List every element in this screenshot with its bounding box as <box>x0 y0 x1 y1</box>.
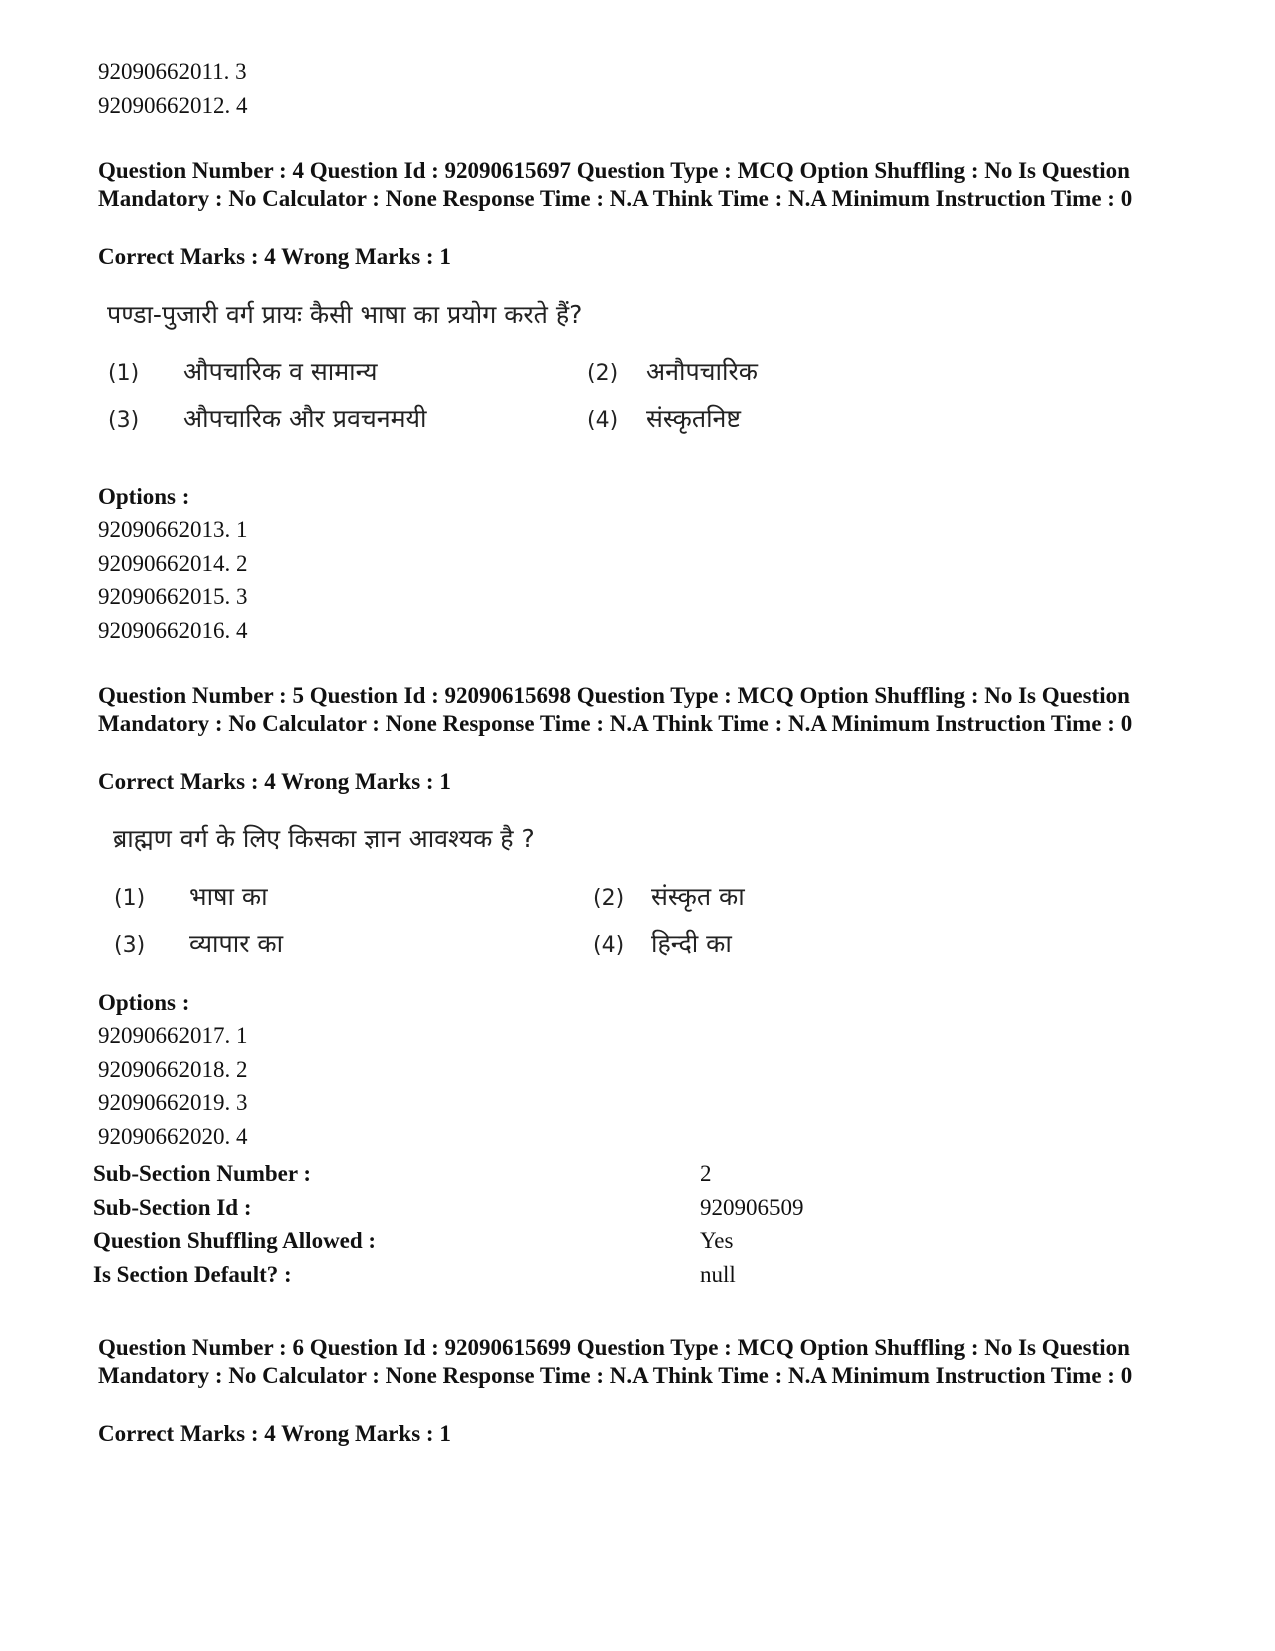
option-line: 92090662019. 3 <box>98 1090 248 1115</box>
option-line: 92090662016. 4 <box>98 618 248 643</box>
choice-text: संस्कृतनिष्ट <box>646 404 742 433</box>
question-meta: Question Number : 6 Question Id : 92090615699 Question Type : MCQ Option Shuffling : No Is Question Mandatory : No Calculator : None Response Time : N.A Think Time : N.A Minimum Instruction Time : 0 <box>98 1335 1133 1388</box>
subsection-value: 920906509 <box>700 1195 804 1220</box>
option-line: 92090662011. 3 <box>98 59 247 84</box>
option-line: 92090662020. 4 <box>98 1124 248 1149</box>
option-line: 92090662018. 2 <box>98 1057 248 1082</box>
question-meta: Question Number : 4 Question Id : 92090615697 Question Type : MCQ Option Shuffling : No Is Question Mandatory : No Calculator : None Response Time : N.A Think Time : N.A Minimum Instruction Time : 0 <box>98 158 1133 211</box>
question-marks: Correct Marks : 4 Wrong Marks : 1 <box>98 769 451 794</box>
options-label: Options : <box>98 484 190 509</box>
choice-number: (3) <box>114 933 146 958</box>
subsection-label: Question Shuffling Allowed : <box>93 1228 377 1253</box>
choice-text: औपचारिक और प्रवचनमयी <box>183 404 427 433</box>
subsection-value: Yes <box>700 1228 734 1253</box>
choice-number: (3) <box>108 408 140 433</box>
option-line: 92090662014. 2 <box>98 551 248 576</box>
choice-text: संस्कृत का <box>651 882 745 911</box>
choice-number: (2) <box>593 886 625 911</box>
choice-number: (1) <box>114 886 146 911</box>
question-meta: Question Number : 5 Question Id : 92090615698 Question Type : MCQ Option Shuffling : No Is Question Mandatory : No Calculator : None Response Time : N.A Think Time : N.A Minimum Instruction Time : 0 <box>98 683 1133 736</box>
option-line: 92090662012. 4 <box>98 93 248 118</box>
choice-number: (4) <box>587 408 619 433</box>
question-marks: Correct Marks : 4 Wrong Marks : 1 <box>98 1421 451 1446</box>
subsection-label: Sub-Section Number : <box>93 1161 312 1186</box>
subsection-value: 2 <box>700 1161 712 1186</box>
options-label: Options : <box>98 990 190 1015</box>
choice-number: (4) <box>593 933 625 958</box>
choice-text: औपचारिक व सामान्य <box>183 357 378 386</box>
choice-number: (1) <box>108 361 140 386</box>
subsection-label: Sub-Section Id : <box>93 1195 252 1220</box>
choice-text: हिन्दी का <box>651 929 732 958</box>
option-line: 92090662013. 1 <box>98 517 248 542</box>
question-stem: पण्डा-पुजारी वर्ग प्रायः कैसी भाषा का प्रयोग करते हैं? <box>107 300 583 329</box>
choice-text: अनौपचारिक <box>646 357 758 386</box>
question-stem: ब्राह्मण वर्ग के लिए किसका ज्ञान आवश्यक है ? <box>113 824 535 853</box>
choice-number: (2) <box>587 361 619 386</box>
choice-text: भाषा का <box>189 882 268 911</box>
option-line: 92090662015. 3 <box>98 584 248 609</box>
choice-text: व्यापार का <box>189 929 284 958</box>
subsection-value: null <box>700 1262 736 1287</box>
subsection-label: Is Section Default? : <box>93 1262 292 1287</box>
option-line: 92090662017. 1 <box>98 1023 248 1048</box>
question-marks: Correct Marks : 4 Wrong Marks : 1 <box>98 244 451 269</box>
